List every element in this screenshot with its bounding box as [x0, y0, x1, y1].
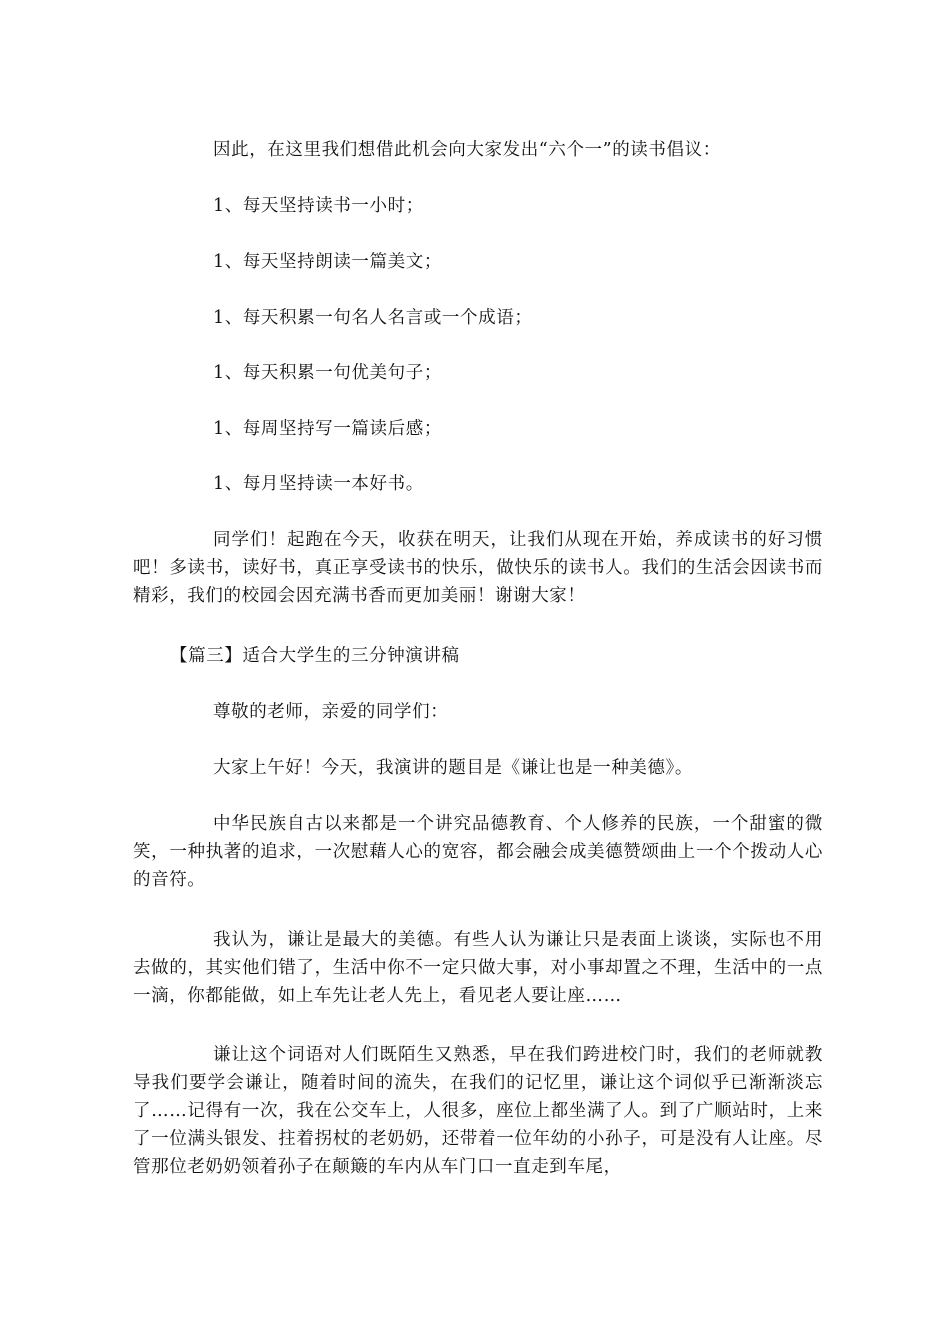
proposal-item: 1、每周坚持写一篇读后感； [213, 419, 442, 439]
body-paragraph: 谦让这个词语对人们既陌生又熟悉，早在我们跨进校门时，我们的老师就教导我们要学会谦让，随着时间的流失，在我们的记忆里，谦让这个词似乎已渐渐淡忘了……记得有一次，我在公交车上，人很多，座位上都坐满了人。到了广顺站时，上来了一位满头银发、拄着拐杖的老奶奶，还带着一位年幼的小孙子，可是没有人让座。尽管那位老奶奶领着孙子在颠簸的车内从车门口一直走到车尾， [133, 1045, 823, 1177]
proposal-item: 1、每天坚持读书一小时； [213, 196, 424, 216]
body-paragraph: 中华民族自古以来都是一个讲究品德教育、个人修养的民族，一个甜蜜的微笑，一种执著的追求，一次慰藉人心的宽容，都会融会成美德赞颂曲上一个个拨动人心的音符。 [133, 814, 823, 890]
proposal-item: 1、每天坚持朗读一篇美文； [213, 252, 442, 272]
proposal-item: 1、每月坚持读一本好书。 [213, 474, 424, 494]
opening-paragraph: 大家上午好！今天，我演讲的题目是《谦让也是一种美德》。 [213, 758, 693, 778]
salutation: 尊敬的老师，亲爱的同学们： [213, 702, 449, 722]
proposal-item: 1、每天积累一句名人名言或一个成语； [213, 308, 533, 328]
body-paragraph: 我认为，谦让是最大的美德。有些人认为谦让只是表面上谈谈，实际也不用去做的，其实他们错了，生活中你不一定只做大事，对小事却置之不理，生活中的一点一滴，你都能做，如上车先让老人先上，看见老人要让座…… [133, 930, 823, 1006]
intro-paragraph: 因此，在这里我们想借此机会向大家发出“六个一”的读书倡议： [213, 140, 721, 160]
section-heading: 【篇三】适合大学生的三分钟演讲稿 [170, 646, 460, 666]
proposal-item: 1、每天积累一句优美句子； [213, 363, 442, 383]
closing-paragraph: 同学们！起跑在今天，收获在明天，让我们从现在开始，养成读书的好习惯吧！多读书，读好书，真正享受读书的快乐，做快乐的读书人。我们的生活会因读书而精彩，我们的校园会因充满书香而更加美丽！谢谢大家！ [133, 530, 823, 606]
